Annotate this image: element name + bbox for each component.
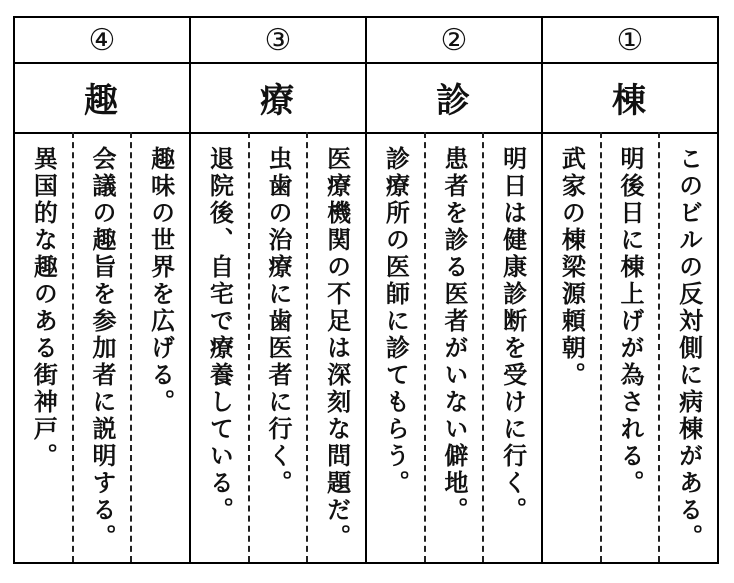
example-sentence: 患者を診る医者がいない僻地。 xyxy=(439,146,468,524)
sentence-lines xyxy=(15,132,189,562)
sentence-line xyxy=(424,132,483,562)
column-kanji: 診 xyxy=(367,62,541,134)
column-kanji: 趣 xyxy=(15,62,189,134)
example-sentence: 退院後、自宅で療養している。 xyxy=(205,146,234,524)
column-4 xyxy=(15,18,189,562)
column-number: ① xyxy=(543,18,717,64)
example-sentence: 武家の棟梁源頼朝。 xyxy=(557,146,586,389)
column-number: ③ xyxy=(191,18,365,64)
column-kanji: 療 xyxy=(191,62,365,134)
example-sentence: 虫歯の治療に歯医者に行く。 xyxy=(263,146,292,497)
sentence-lines xyxy=(367,132,541,562)
sentence-line xyxy=(248,132,307,562)
sentence-line xyxy=(130,132,189,562)
kanji-practice-sheet xyxy=(13,16,719,564)
sentence-line xyxy=(367,132,424,562)
example-sentence: 明日は健康診断を受けに行く。 xyxy=(498,146,527,524)
column-1 xyxy=(541,18,717,562)
example-sentence: 診療所の医師に診てもらう。 xyxy=(381,146,410,497)
example-sentence: 明後日に棟上げが為される。 xyxy=(615,146,644,497)
column-kanji: 棟 xyxy=(543,62,717,134)
sentence-lines xyxy=(543,132,717,562)
sentence-line xyxy=(15,132,72,562)
example-sentence: 医療機関の不足は深刻な問題だ。 xyxy=(322,146,351,551)
sentence-line xyxy=(72,132,131,562)
example-sentence: 会議の趣旨を参加者に説明する。 xyxy=(87,146,116,551)
column-number: ② xyxy=(367,18,541,64)
example-sentence: 趣味の世界を広げる。 xyxy=(146,146,175,416)
example-sentence: 異国的な趣のある街神戸。 xyxy=(29,146,58,470)
sentence-line xyxy=(543,132,600,562)
column-number: ④ xyxy=(15,18,189,64)
sentence-line xyxy=(600,132,659,562)
column-3 xyxy=(189,18,365,562)
sentence-lines xyxy=(191,132,365,562)
sentence-line xyxy=(658,132,717,562)
sentence-line xyxy=(482,132,541,562)
example-sentence: このビルの反対側に病棟がある。 xyxy=(674,146,703,551)
sentence-line xyxy=(191,132,248,562)
column-2 xyxy=(365,18,541,562)
sentence-line xyxy=(306,132,365,562)
